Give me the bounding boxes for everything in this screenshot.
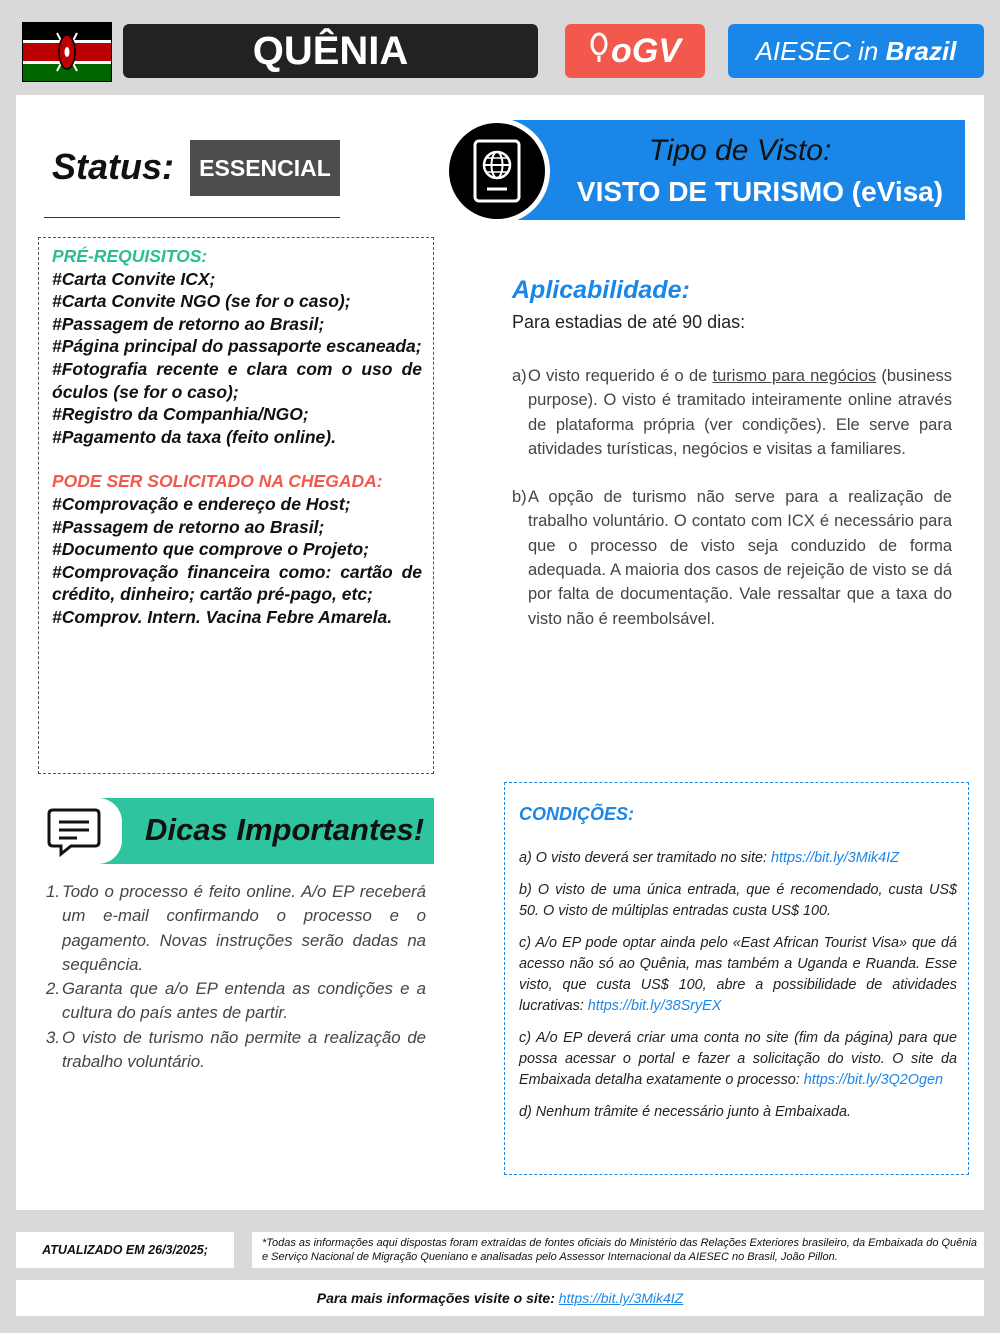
- conditions-list: [519, 848, 957, 1134]
- tip-text: Todo o processo é feito online. A/o EP receberá um e-mail confirmando o processo e o pagamento. Novas instruções serão dadas na sequência.: [62, 882, 426, 974]
- condition-item: [519, 1028, 957, 1091]
- prereq-item: #Pagamento da taxa (feito online).: [52, 426, 336, 447]
- condition-item: b) O visto de uma única entrada, que é recomendado, custa US$ 50. O visto de múltiplas entradas custa US$ 100.: [519, 882, 957, 919]
- condition-item: [519, 933, 957, 1017]
- passport-icon-bg: [449, 123, 545, 219]
- applicability-title: Aplicabilidade:: [512, 276, 690, 304]
- list-marker: 2.: [46, 979, 60, 999]
- kenya-flag: [22, 22, 112, 82]
- prereq-item: #Carta Convite NGO (se for o caso);: [52, 291, 351, 312]
- status-divider: [44, 217, 340, 218]
- applicability-a-highlight: turismo para negócios: [712, 367, 877, 385]
- arrival-item: #Comprov. Intern. Vacina Febre Amarela.: [52, 606, 393, 627]
- applicability-a-rest: (business purpose). O visto é tramitado inteiramente online através de plataforma própria (ver condições). Ele serve para atividades turísticas, negócios e visitas a familiares.: [528, 367, 952, 458]
- arrival-item: #Comprovação e endereço de Host;: [52, 493, 351, 514]
- aiesec-badge: [728, 24, 984, 78]
- footer-more-info: [16, 1280, 984, 1316]
- list-marker: b): [512, 488, 527, 507]
- list-item: [46, 880, 426, 977]
- tip-text: O visto de turismo não permite a realização de trabalho voluntário.: [62, 1027, 426, 1072]
- list-marker: 3.: [46, 1027, 60, 1047]
- condition-c2-link[interactable]: https://bit.ly/3Q2Ogen: [803, 1072, 943, 1088]
- tip-text: Garanta que a/o EP entenda as condições e a cultura do país antes de partir.: [62, 979, 426, 1023]
- list-item: [46, 1026, 426, 1075]
- applicability-list: [512, 364, 952, 655]
- applicability-subtitle: Para estadias de até 90 dias:: [512, 312, 746, 332]
- applicability-b-text: A opção de turismo não serve para a realização de trabalho voluntário. O contato com ICX é necessário para que o processo de visto seja conduzido de forma adequada. A maioria dos casos de rejeição de visto se dá por falta de documentação. Vale ressaltar que a taxa do visto não é reembolsável.: [528, 488, 952, 628]
- more-info-label: Para mais informações visite o site:: [316, 1290, 559, 1306]
- kenya-shield-icon: [23, 23, 111, 81]
- on-arrival-heading: PODE SER SOLICITADO NA CHEGADA:: [52, 471, 383, 492]
- condition-c1-link[interactable]: https://bit.ly/38SryEX: [587, 998, 722, 1014]
- prereq-item: #Registro da Companhia/NGO;: [52, 404, 309, 425]
- chat-icon: [47, 806, 103, 863]
- prereq-item: #Fotografia recente e clara com o uso de óculos (se for o caso);: [52, 358, 422, 402]
- prerequisites-heading: PRÉ-REQUISITOS:: [52, 246, 208, 266]
- visa-title: Tipo de Visto:: [648, 134, 832, 167]
- footer-note-box: [252, 1232, 984, 1268]
- prereq-item: #Página principal do passaporte escaneada;: [52, 336, 422, 357]
- list-item: [46, 977, 426, 1026]
- arrival-item: #Comprovação financeira como: cartão de crédito, dinheiro; cartão pré-pago, etc;: [52, 561, 422, 605]
- condition-item: d) Nenhum trâmite é necessário junto à Embaixada.: [519, 1104, 851, 1120]
- status-label: Status:: [52, 146, 175, 187]
- ogv-logo: [565, 24, 705, 78]
- applicability-a-text: O visto requerido é o de: [528, 367, 713, 385]
- tips-title: Dicas Importantes!: [145, 812, 425, 847]
- country-title: QUÊNIA: [123, 24, 538, 78]
- visa-type: VISTO DE TURISMO (eVisa): [576, 176, 944, 207]
- footer-note: *Todas as informações aqui dispostas foram extraídas de fontes oficiais do Ministério das Relações Exteriores brasileiro, da Embaixada do Quênia e Serviço Nacional de Migração Queniano e analisadas pelo Assessor Internacional da AIESEC no Brasil, João Pillon.: [262, 1237, 977, 1263]
- program-label: oGV: [611, 32, 681, 70]
- condition-item: [519, 848, 957, 869]
- tips-list: [46, 880, 426, 1074]
- condition-c1-text: c) A/o EP pode optar ainda pelo «East African Tourist Visa» que dá acesso não só ao Quênia, mas também a Uganda e Ruanda. Esse visto, que custa US$ 100, abre a possibilidade de atividades lucrativas:: [519, 935, 957, 1014]
- arrival-item: #Passagem de retorno ao Brasil;: [52, 516, 325, 537]
- balloon-icon: [589, 32, 609, 66]
- list-marker: 1.: [46, 882, 60, 901]
- condition-a-link[interactable]: https://bit.ly/3Mik4IZ: [770, 850, 899, 866]
- condition-c2-text: c) A/o EP deverá criar uma conta no site (fim da página) para que possa acessar o portal e fazer a solicitação do visto. O site da Embaixada detalha exatamente o processo:: [519, 1030, 957, 1088]
- updated-date: ATUALIZADO EM 26/3/2025;: [16, 1232, 234, 1268]
- org-suffix: Brazil: [885, 36, 957, 66]
- arrival-item: #Documento que comprove o Projeto;: [52, 539, 369, 560]
- list-item: [512, 364, 952, 461]
- passport-icon: [449, 123, 545, 219]
- list-marker: a): [512, 367, 527, 385]
- list-item: [512, 485, 952, 631]
- prerequisites-text: [52, 245, 422, 629]
- prereq-item: #Carta Convite ICX;: [52, 268, 216, 289]
- condition-a-text: a) O visto deverá ser tramitado no site:: [519, 850, 771, 866]
- status-badge: ESSENCIAL: [190, 140, 340, 196]
- more-info-link[interactable]: https://bit.ly/3Mik4IZ: [558, 1290, 684, 1306]
- conditions-title: CONDIÇÕES:: [519, 804, 635, 824]
- org-prefix: AIESEC in: [755, 36, 886, 66]
- prereq-item: #Passagem de retorno ao Brasil;: [52, 313, 325, 334]
